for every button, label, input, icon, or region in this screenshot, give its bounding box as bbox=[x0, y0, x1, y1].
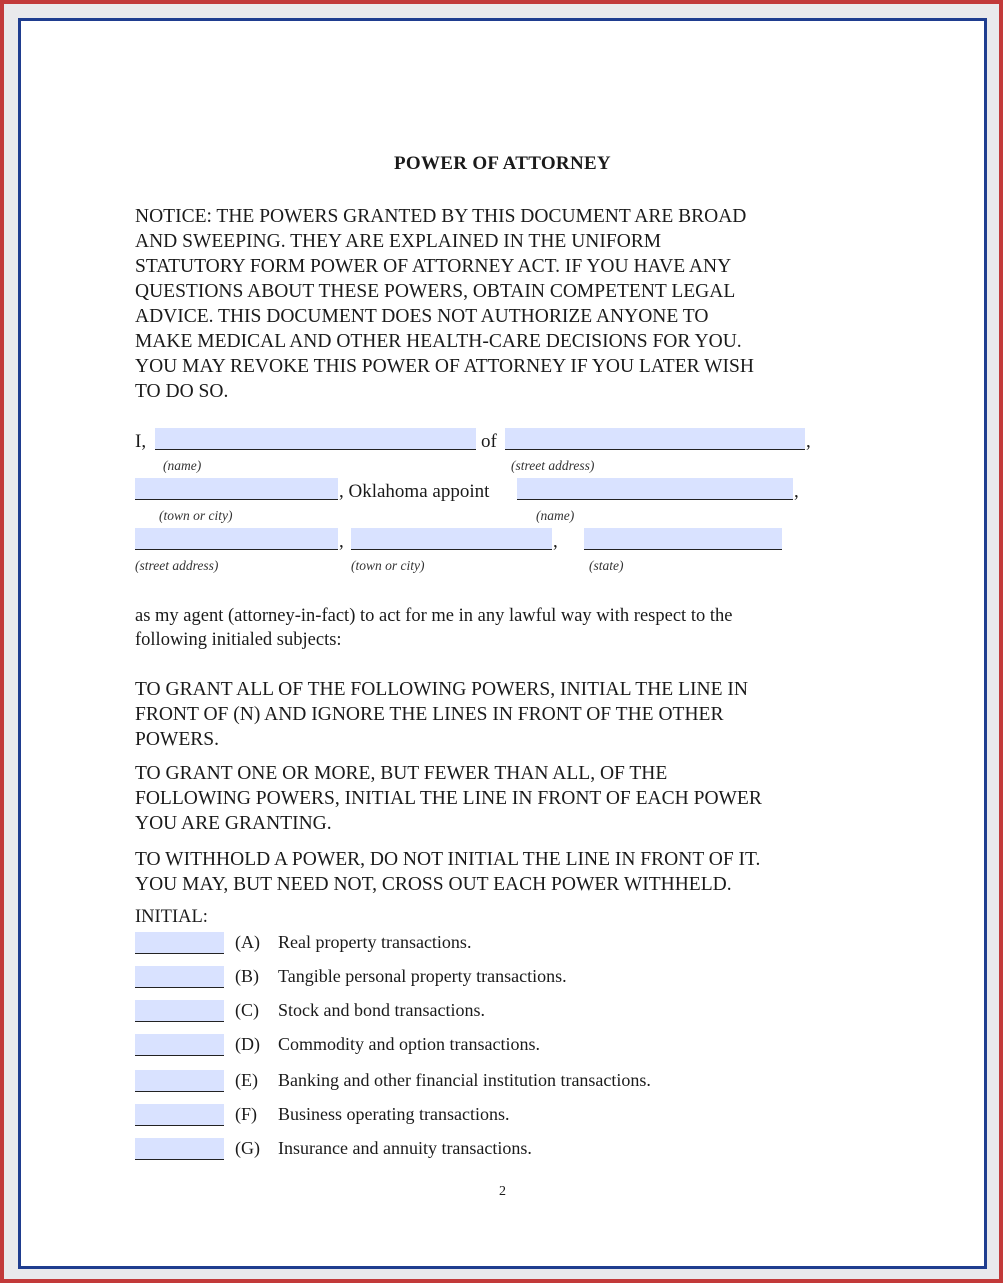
power-row bbox=[135, 1070, 835, 1094]
power-row bbox=[135, 966, 835, 990]
caption-name-2: (name) bbox=[536, 508, 575, 523]
agent-name-field[interactable] bbox=[517, 478, 793, 500]
oklahoma-appoint-text: , Oklahoma appoint bbox=[339, 481, 490, 502]
initial-field[interactable] bbox=[135, 1000, 224, 1022]
principal-name-field[interactable] bbox=[155, 428, 476, 450]
document-page bbox=[18, 18, 987, 1269]
caption-name-1: (name) bbox=[163, 458, 202, 473]
initial-field[interactable] bbox=[135, 932, 224, 954]
caption-state: (state) bbox=[589, 558, 624, 573]
power-code: (E) bbox=[235, 1070, 258, 1090]
power-row bbox=[135, 932, 835, 956]
power-label: Banking and other financial institution transactions. bbox=[278, 1070, 651, 1090]
agent-state-field[interactable] bbox=[584, 528, 782, 550]
initial-field[interactable] bbox=[135, 1104, 224, 1126]
power-code: (G) bbox=[235, 1138, 260, 1158]
initial-field[interactable] bbox=[135, 1138, 224, 1160]
instruction-withhold: TO WITHHOLD A POWER, DO NOT INITIAL THE LINE IN FRONT OF IT. YOU MAY, BUT NEED NOT, CROSS OUT EACH POWER WITHHELD. bbox=[135, 849, 761, 895]
instruction-grant-all: TO GRANT ALL OF THE FOLLOWING POWERS, INITIAL THE LINE IN FRONT OF (N) AND IGNORE THE LINES IN FRONT OF THE OTHER POWERS. bbox=[135, 679, 748, 750]
power-row bbox=[135, 1138, 835, 1162]
comma-3: , bbox=[339, 531, 344, 552]
of-label: of bbox=[481, 431, 497, 452]
initial-field[interactable] bbox=[135, 1070, 224, 1092]
power-label: Commodity and option transactions. bbox=[278, 1034, 540, 1054]
initial-field[interactable] bbox=[135, 966, 224, 988]
power-row bbox=[135, 1034, 835, 1058]
agent-street-field[interactable] bbox=[135, 528, 338, 550]
comma-2: , bbox=[794, 481, 799, 502]
agent-paragraph: as my agent (attorney-in-fact) to act for me in any lawful way with respect to the following initialed subjects: bbox=[135, 606, 733, 650]
comma-1: , bbox=[806, 431, 811, 452]
principal-town-field[interactable] bbox=[135, 478, 338, 500]
power-label: Real property transactions. bbox=[278, 932, 472, 952]
power-code: (C) bbox=[235, 1000, 259, 1020]
i-label: I, bbox=[135, 431, 147, 452]
caption-street-2: (street address) bbox=[135, 558, 219, 573]
power-label: Tangible personal property transactions. bbox=[278, 966, 567, 986]
power-label: Insurance and annuity transactions. bbox=[278, 1138, 532, 1158]
power-label: Stock and bond transactions. bbox=[278, 1000, 485, 1020]
caption-town-1: (town or city) bbox=[159, 508, 233, 523]
document-title: POWER OF ATTORNEY bbox=[394, 153, 611, 174]
caption-street-1: (street address) bbox=[511, 458, 595, 473]
initial-label: INITIAL: bbox=[135, 907, 208, 927]
power-label: Business operating transactions. bbox=[278, 1104, 510, 1124]
power-code: (F) bbox=[235, 1104, 257, 1124]
notice-paragraph: NOTICE: THE POWERS GRANTED BY THIS DOCUMENT ARE BROAD AND SWEEPING. THEY ARE EXPLAINED IN THE UNIFORM STATUTORY FORM POWER OF ATTORNEY ACT. IF YOU HAVE ANY QUESTIONS ABOUT THESE POWERS, OBTAIN COMPETENT LEGAL ADVICE. THIS DOCUMENT DOES NOT AUTHORIZE ANYONE TO MAKE MEDICAL AND OTHER HEALTH-CARE DECISIONS FOR YOU. YOU MAY REVOKE THIS POWER OF ATTORNEY IF YOU LATER WISH TO DO SO. bbox=[135, 206, 754, 402]
comma-4: , bbox=[553, 531, 558, 552]
power-row bbox=[135, 1104, 835, 1128]
power-code: (B) bbox=[235, 966, 259, 986]
instruction-grant-some: TO GRANT ONE OR MORE, BUT FEWER THAN ALL, OF THE FOLLOWING POWERS, INITIAL THE LINE IN FRONT OF EACH POWER YOU ARE GRANTING. bbox=[135, 763, 762, 834]
power-row bbox=[135, 1000, 835, 1024]
page-number: 2 bbox=[499, 1184, 506, 1199]
power-code: (D) bbox=[235, 1034, 260, 1054]
principal-street-field[interactable] bbox=[505, 428, 805, 450]
caption-town-2: (town or city) bbox=[351, 558, 425, 573]
initial-field[interactable] bbox=[135, 1034, 224, 1056]
power-code: (A) bbox=[235, 932, 260, 952]
agent-town-field[interactable] bbox=[351, 528, 552, 550]
